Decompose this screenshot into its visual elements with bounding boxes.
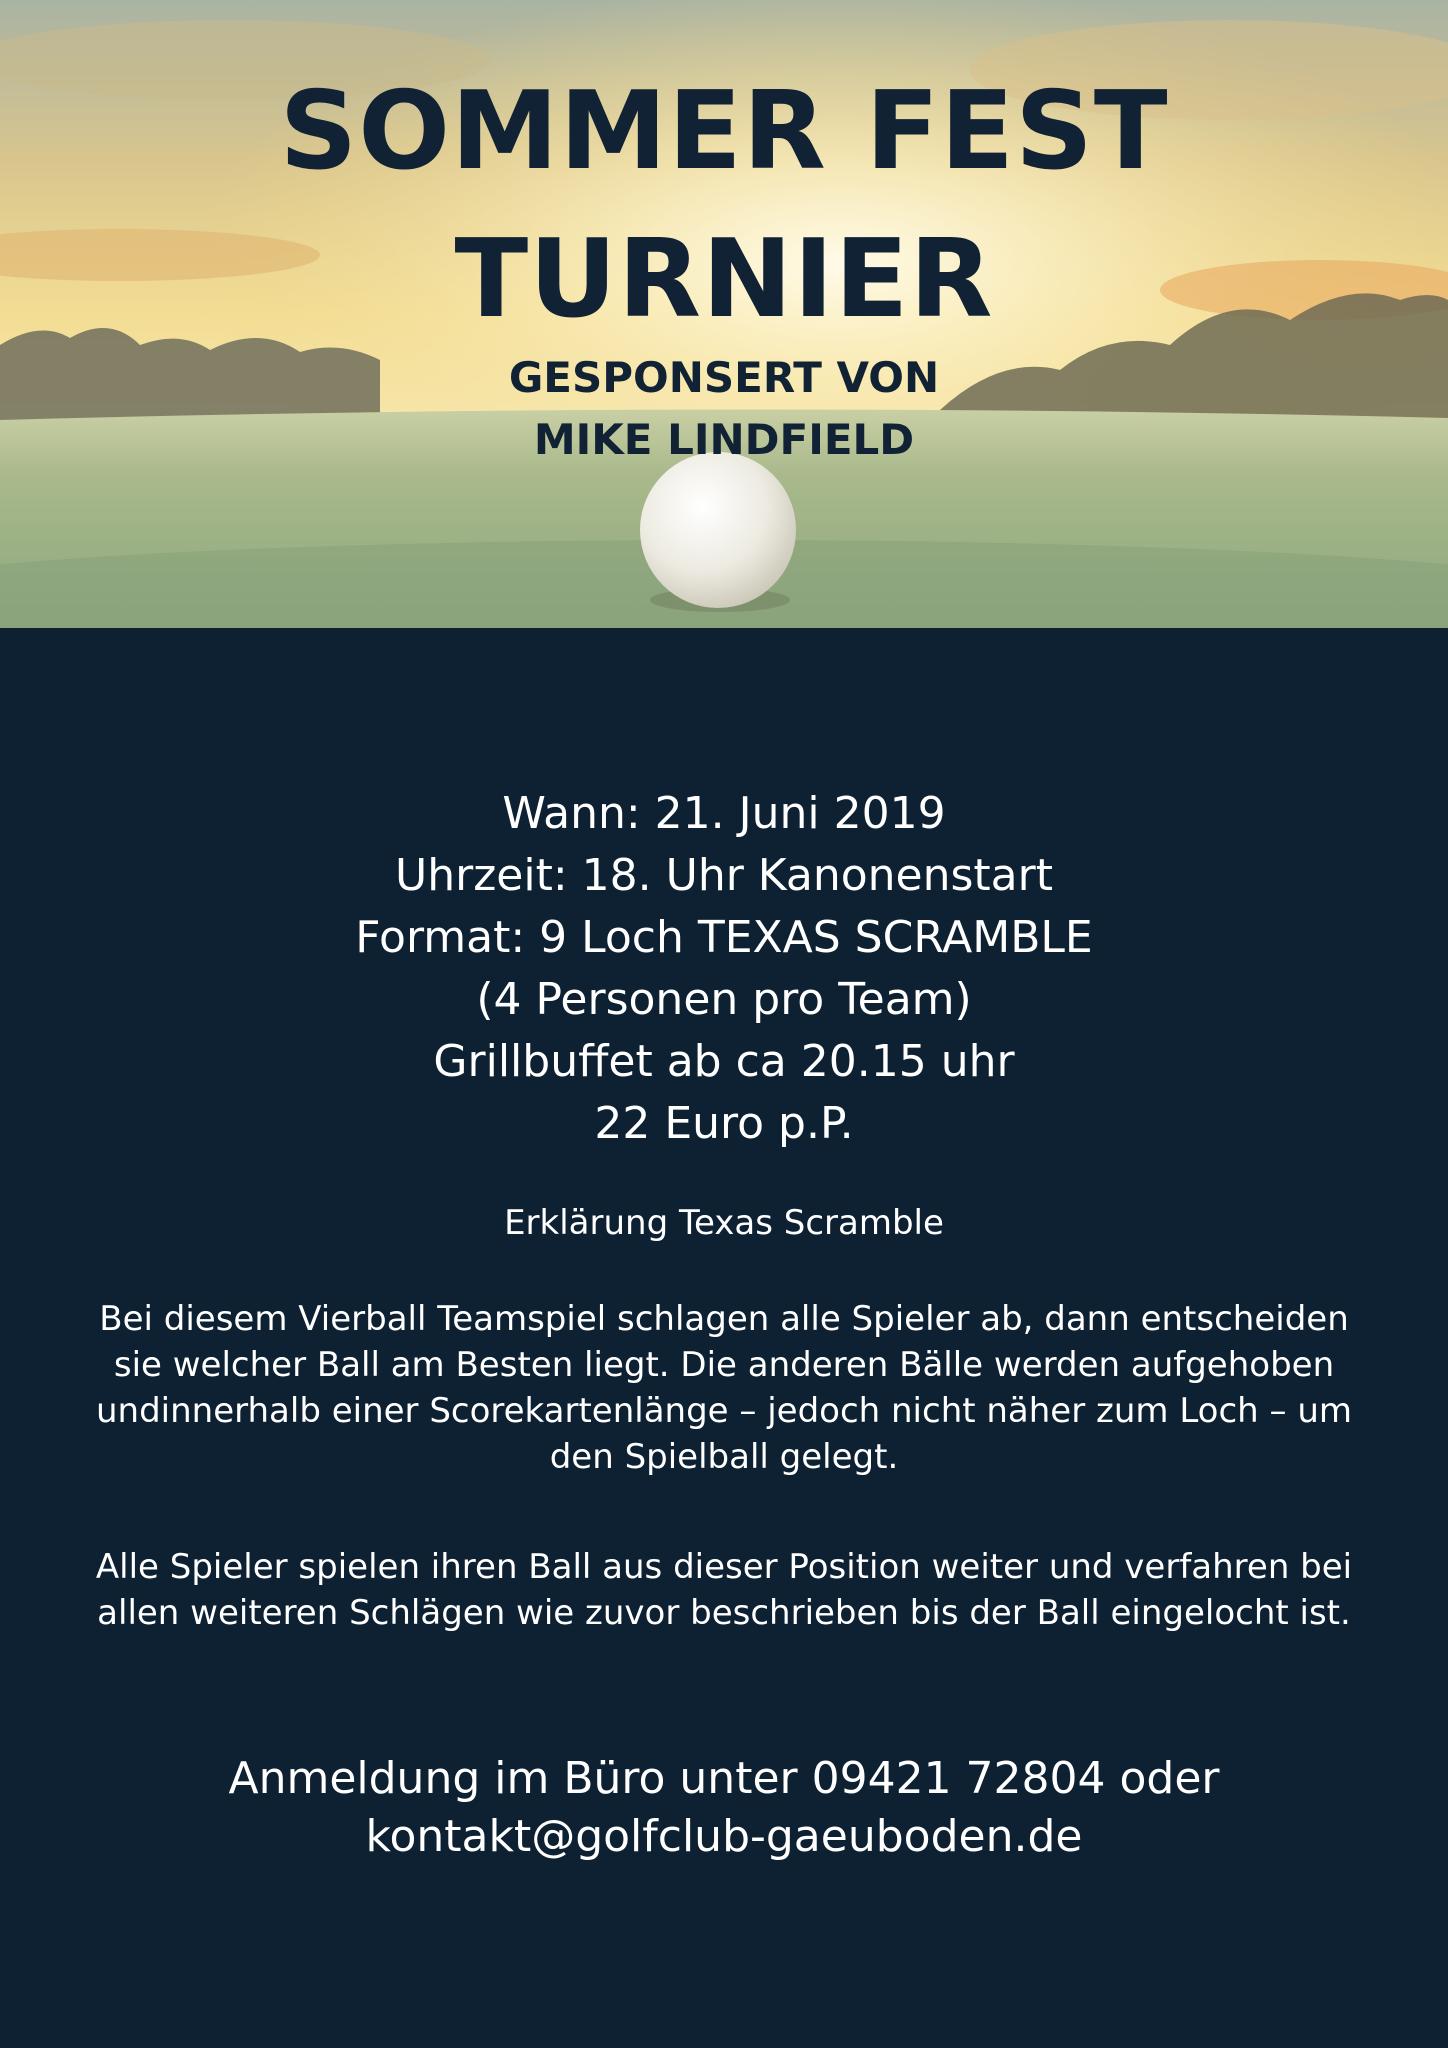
golf-ball-icon (640, 452, 796, 608)
team-size: (4 Personen pro Team) (476, 974, 972, 1025)
info-panel (0, 628, 1448, 2048)
event-time: Uhrzeit: 18. Uhr Kanonenstart (395, 850, 1053, 901)
hero-banner (0, 0, 1448, 628)
buffet-info: Grillbuffet ab ca 20.15 uhr (433, 1036, 1015, 1087)
sponsor-name: MIKE LINDFIELD (533, 415, 915, 464)
explanation-paragraph-2: Alle Spieler spielen ihren Ball aus dieser Position weiter und verfahren bei allen weiteren Schlägen wie zuvor beschrieben bis der Ball eingelocht ist. (95, 1547, 1353, 1633)
signup-phone-line: Anmeldung im Büro unter 09421 72804 oder (228, 1753, 1220, 1804)
sponsor-label: GESPONSERT VON (508, 353, 940, 402)
event-title-line2: TURNIER (454, 217, 994, 342)
event-title-line1: SOMMER FEST (279, 69, 1169, 194)
event-date: Wann: 21. Juni 2019 (502, 788, 946, 839)
price-info: 22 Euro p.P. (594, 1098, 854, 1149)
event-details (0, 783, 1448, 1155)
explanation-title: Erklärung Texas Scramble (504, 1203, 944, 1243)
explanation-paragraph-1: Bei diesem Vierball Teamspiel schlagen alle Spieler ab, dann entscheiden sie welcher Ball am Besten liegt. Die anderen Bälle werden aufgehoben undinnerhalb einer Scorekartenlänge – jedoch nicht näher zum Loch – um den Spielball gelegt. (95, 1299, 1353, 1477)
event-format: Format: 9 Loch TEXAS SCRAMBLE (355, 912, 1093, 963)
signup-email[interactable]: kontakt@golfclub-gaeuboden.de (365, 1811, 1083, 1862)
signup-info (0, 1750, 1448, 1866)
